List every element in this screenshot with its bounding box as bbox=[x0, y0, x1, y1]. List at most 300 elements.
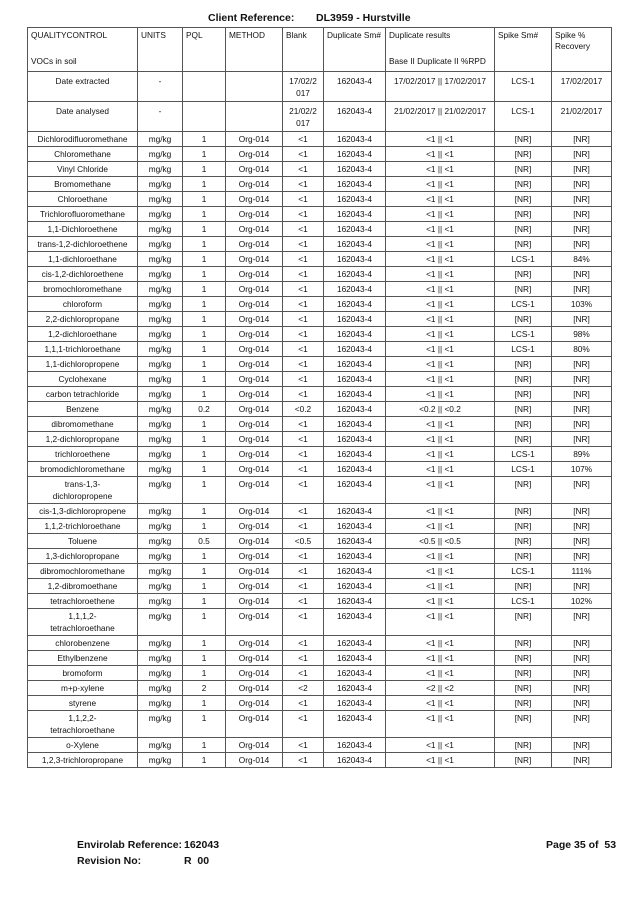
cell-units: mg/kg bbox=[138, 534, 183, 549]
revision-label: Revision No: bbox=[77, 855, 142, 867]
cell-duplicate-results: 17/02/2017 || 17/02/2017 bbox=[386, 72, 495, 102]
cell-analyte: Benzene bbox=[28, 402, 138, 417]
cell-analyte: carbon tetrachloride bbox=[28, 387, 138, 402]
cell-spike-recovery: [NR] bbox=[552, 579, 612, 594]
cell-duplicate-results: <1 || <1 bbox=[386, 387, 495, 402]
cell-duplicate-results: <1 || <1 bbox=[386, 312, 495, 327]
cell-units: mg/kg bbox=[138, 609, 183, 636]
cell-pql: 1 bbox=[183, 342, 226, 357]
cell-duplicate-results: <1 || <1 bbox=[386, 477, 495, 504]
cell-spike-sm: [NR] bbox=[495, 177, 552, 192]
cell-spike-recovery: [NR] bbox=[552, 753, 612, 768]
cell-spike-recovery: 107% bbox=[552, 462, 612, 477]
cell-spike-recovery: [NR] bbox=[552, 711, 612, 738]
cell-blank: <2 bbox=[283, 681, 324, 696]
cell-spike-sm: [NR] bbox=[495, 504, 552, 519]
cell-pql: 1 bbox=[183, 432, 226, 447]
cell-pql: 1 bbox=[183, 447, 226, 462]
cell-analyte: 1,3-dichloropropane bbox=[28, 549, 138, 564]
cell-units: mg/kg bbox=[138, 357, 183, 372]
cell-spike-recovery: 17/02/2017 bbox=[552, 72, 612, 102]
cell-pql: 1 bbox=[183, 609, 226, 636]
cell-units: mg/kg bbox=[138, 297, 183, 312]
cell-method: Org-014 bbox=[226, 651, 283, 666]
cell-method: Org-014 bbox=[226, 162, 283, 177]
cell-units: mg/kg bbox=[138, 342, 183, 357]
table-row bbox=[28, 282, 612, 297]
cell-pql: 1 bbox=[183, 462, 226, 477]
cell-blank: <1 bbox=[283, 297, 324, 312]
cell-pql: 1 bbox=[183, 711, 226, 738]
cell-duplicate-sm: 162043-4 bbox=[324, 519, 386, 534]
cell-pql: 1 bbox=[183, 267, 226, 282]
cell-blank: <1 bbox=[283, 282, 324, 297]
cell-units: mg/kg bbox=[138, 519, 183, 534]
cell-analyte: Vinyl Chloride bbox=[28, 162, 138, 177]
cell-spike-recovery: 103% bbox=[552, 297, 612, 312]
cell-pql: 1 bbox=[183, 252, 226, 267]
cell-analyte: Date extracted bbox=[28, 72, 138, 102]
cell-analyte: chlorobenzene bbox=[28, 636, 138, 651]
meta-row bbox=[28, 102, 612, 132]
cell-analyte: Trichlorofluoromethane bbox=[28, 207, 138, 222]
cell-analyte: trans-1,2-dichloroethene bbox=[28, 237, 138, 252]
cell-blank: <1 bbox=[283, 417, 324, 432]
cell-duplicate-sm: 162043-4 bbox=[324, 207, 386, 222]
cell-blank: <1 bbox=[283, 666, 324, 681]
cell-method: Org-014 bbox=[226, 132, 283, 147]
cell-analyte: 1,1,2,2- tetrachloroethane bbox=[28, 711, 138, 738]
cell-spike-recovery: [NR] bbox=[552, 312, 612, 327]
cell-analyte: 1,1,2-trichloroethane bbox=[28, 519, 138, 534]
cell-pql: 1 bbox=[183, 147, 226, 162]
cell-duplicate-sm: 162043-4 bbox=[324, 177, 386, 192]
cell-analyte: 1,1-dichloroethane bbox=[28, 252, 138, 267]
cell-blank: <1 bbox=[283, 222, 324, 237]
cell-duplicate-results: 21/02/2017 || 21/02/2017 bbox=[386, 102, 495, 132]
cell-duplicate-sm: 162043-4 bbox=[324, 711, 386, 738]
cell-duplicate-sm: 162043-4 bbox=[324, 504, 386, 519]
cell-duplicate-sm: 162043-4 bbox=[324, 402, 386, 417]
table-row bbox=[28, 753, 612, 768]
table-row bbox=[28, 357, 612, 372]
table-row bbox=[28, 447, 612, 462]
cell-blank: <1 bbox=[283, 162, 324, 177]
cell-spike-recovery: [NR] bbox=[552, 696, 612, 711]
cell-blank: <1 bbox=[283, 519, 324, 534]
cell-spike-recovery: [NR] bbox=[552, 207, 612, 222]
cell-units: mg/kg bbox=[138, 753, 183, 768]
cell-duplicate-sm: 162043-4 bbox=[324, 357, 386, 372]
cell-blank: <1 bbox=[283, 432, 324, 447]
cell-analyte: tetrachloroethene bbox=[28, 594, 138, 609]
cell-duplicate-sm: 162043-4 bbox=[324, 102, 386, 132]
cell-spike-recovery: [NR] bbox=[552, 132, 612, 147]
cell-spike-recovery: [NR] bbox=[552, 417, 612, 432]
table-row bbox=[28, 594, 612, 609]
cell-blank: <1 bbox=[283, 609, 324, 636]
cell-units: mg/kg bbox=[138, 192, 183, 207]
cell-duplicate-results: <1 || <1 bbox=[386, 132, 495, 147]
table-row bbox=[28, 237, 612, 252]
cell-duplicate-sm: 162043-4 bbox=[324, 564, 386, 579]
cell-pql: 1 bbox=[183, 237, 226, 252]
cell-duplicate-results: <1 || <1 bbox=[386, 711, 495, 738]
cell-spike-recovery: [NR] bbox=[552, 282, 612, 297]
cell-spike-sm: LCS-1 bbox=[495, 102, 552, 132]
cell-units: mg/kg bbox=[138, 162, 183, 177]
table-row bbox=[28, 312, 612, 327]
envirolab-reference-value: 162043 bbox=[184, 839, 220, 851]
table-row bbox=[28, 387, 612, 402]
cell-units: mg/kg bbox=[138, 579, 183, 594]
cell-spike-recovery: [NR] bbox=[552, 666, 612, 681]
cell-units: mg/kg bbox=[138, 312, 183, 327]
cell-analyte: Cyclohexane bbox=[28, 372, 138, 387]
cell-units: mg/kg bbox=[138, 237, 183, 252]
cell-spike-sm: [NR] bbox=[495, 147, 552, 162]
cell-pql: 1 bbox=[183, 696, 226, 711]
cell-units: mg/kg bbox=[138, 417, 183, 432]
cell-spike-sm: [NR] bbox=[495, 519, 552, 534]
table-row bbox=[28, 564, 612, 579]
cell-analyte: trans-1,3- dichloropropene bbox=[28, 477, 138, 504]
cell-duplicate-sm: 162043-4 bbox=[324, 609, 386, 636]
cell-analyte: 1,2,3-trichloropropane bbox=[28, 753, 138, 768]
cell-duplicate-results: <1 || <1 bbox=[386, 504, 495, 519]
cell-spike-recovery: 84% bbox=[552, 252, 612, 267]
cell-blank: <1 bbox=[283, 132, 324, 147]
cell-duplicate-results: <1 || <1 bbox=[386, 738, 495, 753]
cell-spike-recovery: [NR] bbox=[552, 738, 612, 753]
cell-spike-sm: [NR] bbox=[495, 609, 552, 636]
table-row bbox=[28, 372, 612, 387]
header-quality-control: QUALITYCONTROL VOCs in soil bbox=[28, 28, 138, 72]
cell-duplicate-sm: 162043-4 bbox=[324, 417, 386, 432]
cell-duplicate-results: <1 || <1 bbox=[386, 177, 495, 192]
cell-blank: <1 bbox=[283, 579, 324, 594]
cell-spike-recovery: 111% bbox=[552, 564, 612, 579]
table-row bbox=[28, 681, 612, 696]
cell-spike-recovery: [NR] bbox=[552, 357, 612, 372]
cell-duplicate-sm: 162043-4 bbox=[324, 342, 386, 357]
cell-blank: <1 bbox=[283, 252, 324, 267]
cell-duplicate-results: <1 || <1 bbox=[386, 357, 495, 372]
cell-method: Org-014 bbox=[226, 417, 283, 432]
cell-duplicate-results: <1 || <1 bbox=[386, 432, 495, 447]
cell-spike-recovery: [NR] bbox=[552, 237, 612, 252]
cell-blank: <1 bbox=[283, 564, 324, 579]
cell-blank: <1 bbox=[283, 177, 324, 192]
cell-duplicate-results: <1 || <1 bbox=[386, 594, 495, 609]
cell-spike-sm: [NR] bbox=[495, 417, 552, 432]
cell-method: Org-014 bbox=[226, 594, 283, 609]
cell-duplicate-sm: 162043-4 bbox=[324, 267, 386, 282]
cell-duplicate-sm: 162043-4 bbox=[324, 372, 386, 387]
quality-control-table bbox=[27, 27, 612, 768]
section-label-vocs: VOCs in soil bbox=[31, 56, 77, 66]
table-row bbox=[28, 477, 612, 504]
cell-spike-recovery: [NR] bbox=[552, 267, 612, 282]
cell-duplicate-sm: 162043-4 bbox=[324, 312, 386, 327]
cell-pql bbox=[183, 72, 226, 102]
cell-units: mg/kg bbox=[138, 222, 183, 237]
cell-units: mg/kg bbox=[138, 147, 183, 162]
cell-duplicate-results: <1 || <1 bbox=[386, 549, 495, 564]
cell-blank: <1 bbox=[283, 711, 324, 738]
table-row bbox=[28, 207, 612, 222]
cell-pql: 0.2 bbox=[183, 402, 226, 417]
table-row bbox=[28, 252, 612, 267]
cell-units: mg/kg bbox=[138, 681, 183, 696]
cell-blank: <1 bbox=[283, 312, 324, 327]
revision-value: R 00 bbox=[184, 855, 210, 867]
cell-duplicate-results: <1 || <1 bbox=[386, 372, 495, 387]
cell-pql: 1 bbox=[183, 282, 226, 297]
table-row bbox=[28, 327, 612, 342]
cell-duplicate-results: <1 || <1 bbox=[386, 447, 495, 462]
cell-spike-recovery: [NR] bbox=[552, 177, 612, 192]
cell-duplicate-sm: 162043-4 bbox=[324, 549, 386, 564]
cell-spike-recovery: [NR] bbox=[552, 192, 612, 207]
cell-spike-sm: [NR] bbox=[495, 222, 552, 237]
cell-analyte: Toluene bbox=[28, 534, 138, 549]
cell-units: mg/kg bbox=[138, 387, 183, 402]
cell-duplicate-sm: 162043-4 bbox=[324, 753, 386, 768]
cell-blank: 21/02/2 017 bbox=[283, 102, 324, 132]
cell-spike-recovery: [NR] bbox=[552, 402, 612, 417]
cell-duplicate-sm: 162043-4 bbox=[324, 696, 386, 711]
cell-analyte: Ethylbenzene bbox=[28, 651, 138, 666]
cell-duplicate-results: <1 || <1 bbox=[386, 462, 495, 477]
cell-pql: 1 bbox=[183, 357, 226, 372]
cell-units: - bbox=[138, 72, 183, 102]
cell-spike-recovery: [NR] bbox=[552, 477, 612, 504]
cell-pql bbox=[183, 102, 226, 132]
table-row bbox=[28, 738, 612, 753]
cell-pql: 1 bbox=[183, 372, 226, 387]
cell-analyte: 1,1,1-trichloroethane bbox=[28, 342, 138, 357]
cell-units: - bbox=[138, 102, 183, 132]
cell-duplicate-results: <1 || <1 bbox=[386, 696, 495, 711]
cell-spike-sm: [NR] bbox=[495, 477, 552, 504]
cell-spike-recovery: [NR] bbox=[552, 504, 612, 519]
cell-method: Org-014 bbox=[226, 666, 283, 681]
cell-blank: <0.5 bbox=[283, 534, 324, 549]
cell-analyte: m+p-xylene bbox=[28, 681, 138, 696]
cell-method: Org-014 bbox=[226, 312, 283, 327]
cell-analyte: 1,1-dichloropropene bbox=[28, 357, 138, 372]
cell-pql: 1 bbox=[183, 297, 226, 312]
cell-analyte: 1,2-dibromoethane bbox=[28, 579, 138, 594]
cell-pql: 1 bbox=[183, 207, 226, 222]
cell-method: Org-014 bbox=[226, 504, 283, 519]
cell-spike-sm: [NR] bbox=[495, 132, 552, 147]
cell-method: Org-014 bbox=[226, 147, 283, 162]
cell-spike-sm: [NR] bbox=[495, 534, 552, 549]
cell-units: mg/kg bbox=[138, 696, 183, 711]
table-row bbox=[28, 504, 612, 519]
table-row bbox=[28, 432, 612, 447]
cell-analyte: Chloroethane bbox=[28, 192, 138, 207]
header-method: METHOD bbox=[226, 28, 283, 72]
cell-analyte: 1,1,1,2- tetrachloroethane bbox=[28, 609, 138, 636]
cell-pql: 1 bbox=[183, 519, 226, 534]
cell-pql: 1 bbox=[183, 651, 226, 666]
cell-duplicate-results: <1 || <1 bbox=[386, 147, 495, 162]
cell-blank: <1 bbox=[283, 504, 324, 519]
cell-blank: <1 bbox=[283, 549, 324, 564]
duplicate-base-note: Base II Duplicate II %RPD bbox=[389, 56, 486, 66]
cell-duplicate-sm: 162043-4 bbox=[324, 147, 386, 162]
header-pql: PQL bbox=[183, 28, 226, 72]
cell-duplicate-results: <1 || <1 bbox=[386, 282, 495, 297]
cell-duplicate-sm: 162043-4 bbox=[324, 666, 386, 681]
table-row bbox=[28, 177, 612, 192]
cell-units: mg/kg bbox=[138, 636, 183, 651]
cell-spike-recovery: 102% bbox=[552, 594, 612, 609]
header-blank: Blank bbox=[283, 28, 324, 72]
cell-spike-sm: LCS-1 bbox=[495, 564, 552, 579]
cell-units: mg/kg bbox=[138, 327, 183, 342]
cell-duplicate-sm: 162043-4 bbox=[324, 636, 386, 651]
cell-method: Org-014 bbox=[226, 462, 283, 477]
cell-duplicate-results: <1 || <1 bbox=[386, 651, 495, 666]
cell-spike-sm: [NR] bbox=[495, 207, 552, 222]
cell-pql: 1 bbox=[183, 192, 226, 207]
header-spike-sm: Spike Sm# bbox=[495, 28, 552, 72]
cell-analyte: Date analysed bbox=[28, 102, 138, 132]
cell-spike-recovery: [NR] bbox=[552, 147, 612, 162]
cell-analyte: o-Xylene bbox=[28, 738, 138, 753]
cell-duplicate-sm: 162043-4 bbox=[324, 432, 386, 447]
page-number: Page 35 of 53 bbox=[546, 839, 617, 851]
cell-spike-recovery: [NR] bbox=[552, 651, 612, 666]
table-header-row bbox=[28, 28, 612, 72]
cell-spike-sm: [NR] bbox=[495, 237, 552, 252]
cell-analyte: dibromochloromethane bbox=[28, 564, 138, 579]
cell-duplicate-sm: 162043-4 bbox=[324, 651, 386, 666]
cell-spike-sm: LCS-1 bbox=[495, 297, 552, 312]
cell-duplicate-sm: 162043-4 bbox=[324, 222, 386, 237]
cell-units: mg/kg bbox=[138, 132, 183, 147]
cell-spike-sm: [NR] bbox=[495, 651, 552, 666]
cell-duplicate-results: <1 || <1 bbox=[386, 417, 495, 432]
cell-pql: 1 bbox=[183, 753, 226, 768]
cell-spike-recovery: [NR] bbox=[552, 372, 612, 387]
client-reference-label: Client Reference: bbox=[208, 12, 295, 24]
cell-blank: <1 bbox=[283, 696, 324, 711]
cell-blank: <0.2 bbox=[283, 402, 324, 417]
cell-spike-sm: [NR] bbox=[495, 696, 552, 711]
cell-blank: <1 bbox=[283, 387, 324, 402]
cell-method: Org-014 bbox=[226, 579, 283, 594]
cell-method: Org-014 bbox=[226, 564, 283, 579]
cell-units: mg/kg bbox=[138, 447, 183, 462]
cell-method: Org-014 bbox=[226, 387, 283, 402]
cell-spike-sm: [NR] bbox=[495, 402, 552, 417]
cell-spike-sm: [NR] bbox=[495, 162, 552, 177]
cell-duplicate-results: <1 || <1 bbox=[386, 636, 495, 651]
cell-duplicate-sm: 162043-4 bbox=[324, 162, 386, 177]
cell-spike-sm: [NR] bbox=[495, 192, 552, 207]
cell-pql: 1 bbox=[183, 477, 226, 504]
table-row bbox=[28, 162, 612, 177]
cell-method: Org-014 bbox=[226, 753, 283, 768]
cell-blank: <1 bbox=[283, 267, 324, 282]
cell-blank: <1 bbox=[283, 207, 324, 222]
table-row bbox=[28, 147, 612, 162]
cell-spike-recovery: [NR] bbox=[552, 519, 612, 534]
cell-duplicate-results: <1 || <1 bbox=[386, 267, 495, 282]
cell-pql: 1 bbox=[183, 162, 226, 177]
cell-spike-sm: [NR] bbox=[495, 681, 552, 696]
cell-analyte: Chloromethane bbox=[28, 147, 138, 162]
cell-blank: <1 bbox=[283, 477, 324, 504]
cell-pql: 1 bbox=[183, 417, 226, 432]
cell-pql: 1 bbox=[183, 222, 226, 237]
cell-units: mg/kg bbox=[138, 711, 183, 738]
client-reference-value: DL3959 - Hurstville bbox=[316, 12, 411, 24]
cell-spike-recovery: [NR] bbox=[552, 162, 612, 177]
cell-blank: <1 bbox=[283, 327, 324, 342]
cell-method: Org-014 bbox=[226, 696, 283, 711]
cell-spike-sm: LCS-1 bbox=[495, 327, 552, 342]
cell-spike-recovery: [NR] bbox=[552, 432, 612, 447]
cell-method: Org-014 bbox=[226, 357, 283, 372]
table-row bbox=[28, 549, 612, 564]
cell-units: mg/kg bbox=[138, 564, 183, 579]
cell-duplicate-results: <1 || <1 bbox=[386, 327, 495, 342]
cell-spike-recovery: [NR] bbox=[552, 549, 612, 564]
cell-spike-recovery: 80% bbox=[552, 342, 612, 357]
table-row bbox=[28, 342, 612, 357]
cell-duplicate-sm: 162043-4 bbox=[324, 579, 386, 594]
table-row bbox=[28, 192, 612, 207]
cell-analyte: 1,2-dichloroethane bbox=[28, 327, 138, 342]
cell-spike-recovery: 21/02/2017 bbox=[552, 102, 612, 132]
cell-pql: 1 bbox=[183, 132, 226, 147]
cell-units: mg/kg bbox=[138, 651, 183, 666]
cell-method: Org-014 bbox=[226, 534, 283, 549]
cell-method: Org-014 bbox=[226, 432, 283, 447]
cell-analyte: 1,1-Dichloroethene bbox=[28, 222, 138, 237]
cell-duplicate-results: <1 || <1 bbox=[386, 564, 495, 579]
cell-duplicate-sm: 162043-4 bbox=[324, 387, 386, 402]
cell-duplicate-sm: 162043-4 bbox=[324, 327, 386, 342]
cell-units: mg/kg bbox=[138, 267, 183, 282]
cell-analyte: chloroform bbox=[28, 297, 138, 312]
cell-blank: <1 bbox=[283, 594, 324, 609]
cell-method: Org-014 bbox=[226, 267, 283, 282]
cell-analyte: styrene bbox=[28, 696, 138, 711]
cell-method: Org-014 bbox=[226, 372, 283, 387]
cell-duplicate-results: <2 || <2 bbox=[386, 681, 495, 696]
cell-blank: <1 bbox=[283, 738, 324, 753]
cell-duplicate-sm: 162043-4 bbox=[324, 447, 386, 462]
cell-blank: <1 bbox=[283, 357, 324, 372]
cell-spike-sm: LCS-1 bbox=[495, 252, 552, 267]
cell-method: Org-014 bbox=[226, 447, 283, 462]
cell-pql: 1 bbox=[183, 387, 226, 402]
cell-spike-sm: [NR] bbox=[495, 387, 552, 402]
cell-spike-recovery: [NR] bbox=[552, 222, 612, 237]
cell-analyte: Dichlorodifluoromethane bbox=[28, 132, 138, 147]
table-row bbox=[28, 267, 612, 282]
cell-units: mg/kg bbox=[138, 462, 183, 477]
cell-units: mg/kg bbox=[138, 477, 183, 504]
cell-units: mg/kg bbox=[138, 177, 183, 192]
